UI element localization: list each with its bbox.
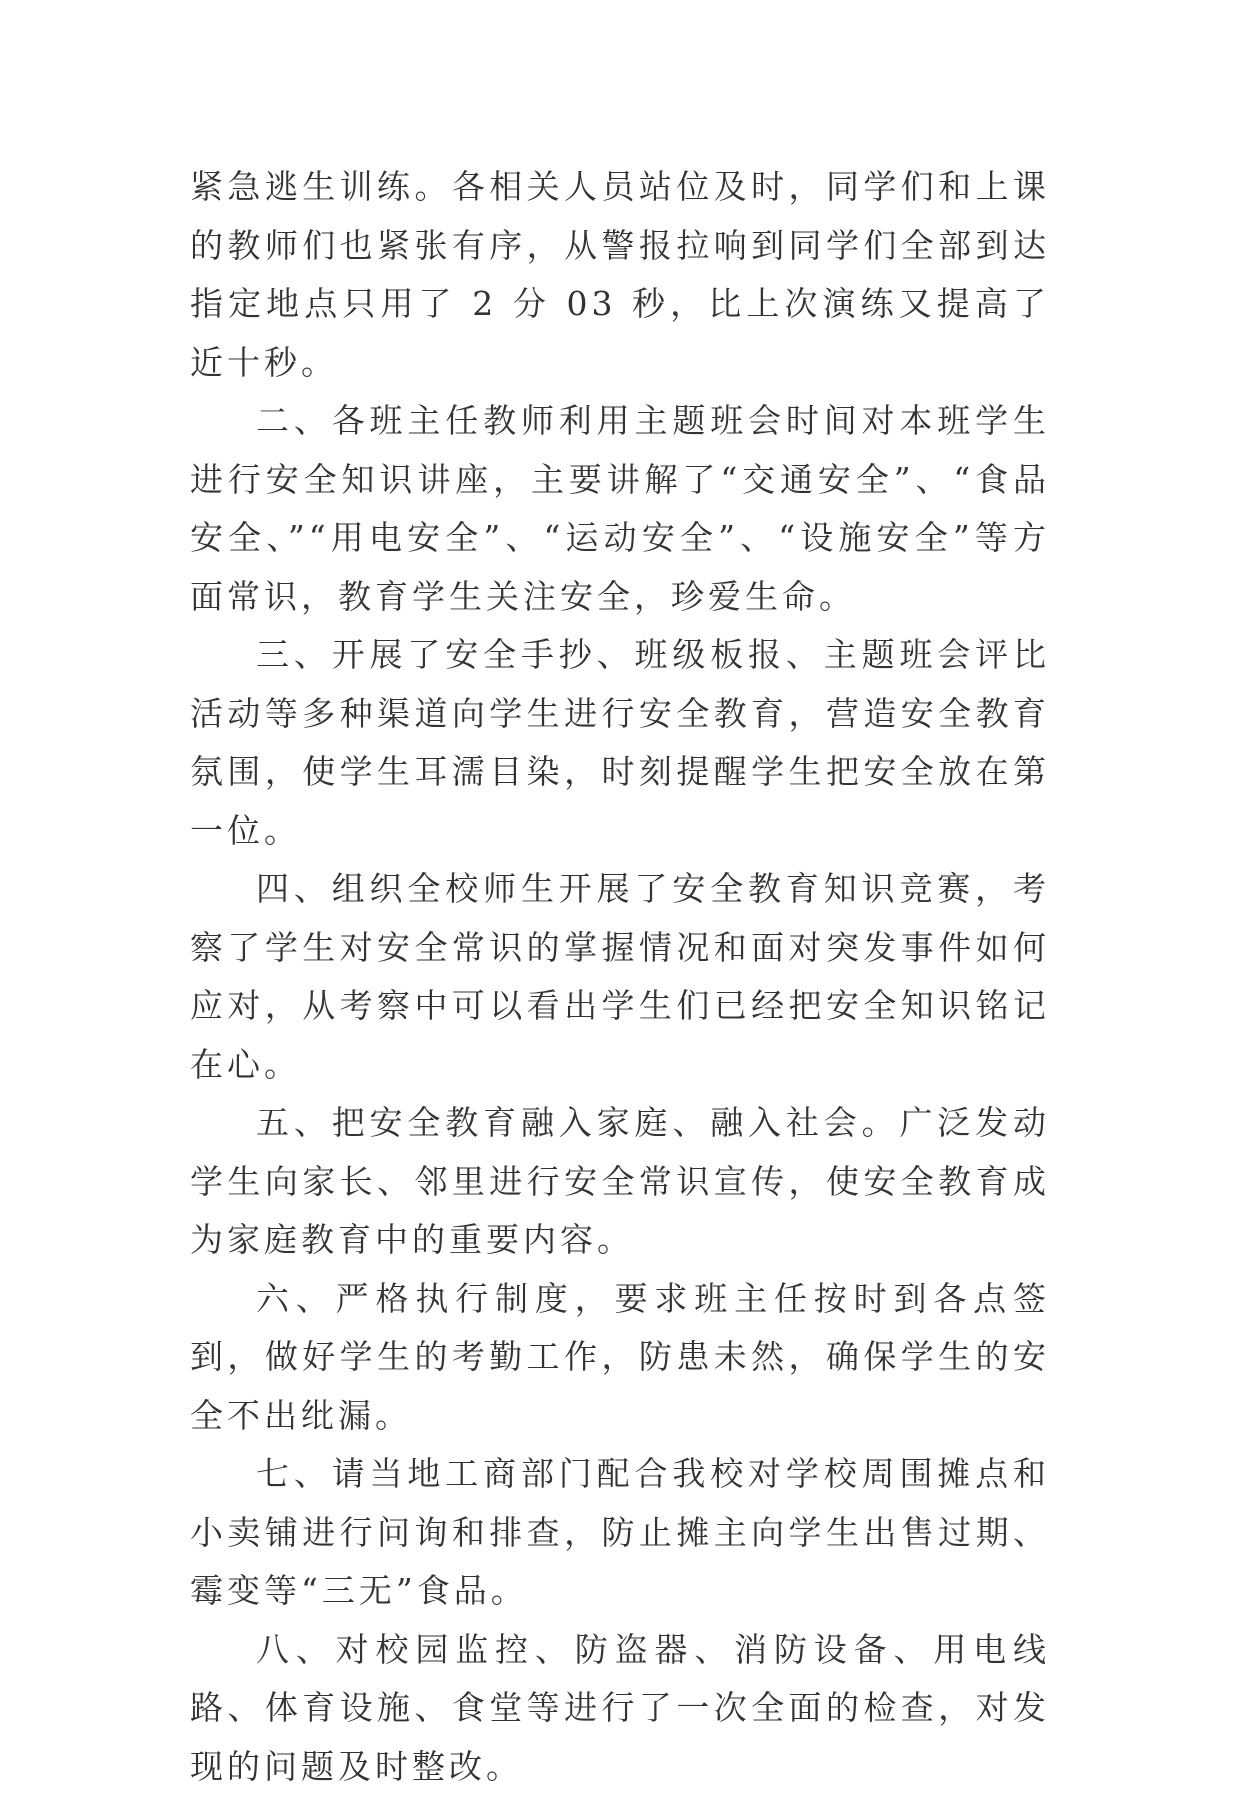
paragraph-item-8: 八、对校园监控、防盗器、消防设备、用电线路、体育设施、食堂等进行了一次全面的检查，对发现的问题及时整改。: [190, 1621, 1050, 1796]
paragraph-escape-drill: 紧急逃生训练。各相关人员站位及时，同学们和上课的教师们也紧张有序，从警报拉响到同学们全部到达指定地点只用了 2 分 03 秒，比上次演练又提高了近十秒。: [190, 158, 1050, 392]
paragraph-item-7: 七、请当地工商部门配合我校对学校周围摊点和小卖铺进行问询和排查，防止摊主向学生出售过期、霉变等“三无”食品。: [190, 1445, 1050, 1621]
document-body: [190, 158, 1050, 1796]
paragraph-item-6: 六、严格执行制度，要求班主任按时到各点签到，做好学生的考勤工作，防患未然，确保学生的安全不出纰漏。: [190, 1270, 1050, 1446]
paragraph-item-4: 四、组织全校师生开展了安全教育知识竞赛，考察了学生对安全常识的掌握情况和面对突发事件如何应对，从考察中可以看出学生们已经把安全知识铭记在心。: [190, 860, 1050, 1094]
paragraph-item-3: 三、开展了安全手抄、班级板报、主题班会评比活动等多种渠道向学生进行安全教育，营造安全教育氛围，使学生耳濡目染，时刻提醒学生把安全放在第一位。: [190, 626, 1050, 860]
paragraph-item-2: 二、各班主任教师利用主题班会时间对本班学生进行安全知识讲座，主要讲解了“交通安全”、“食品安全、”“用电安全”、“运动安全”、“设施安全”等方面常识，教育学生关注安全，珍爱生命。: [190, 392, 1050, 626]
paragraph-item-5: 五、把安全教育融入家庭、融入社会。广泛发动学生向家长、邻里进行安全常识宣传，使安全教育成为家庭教育中的重要内容。: [190, 1094, 1050, 1270]
